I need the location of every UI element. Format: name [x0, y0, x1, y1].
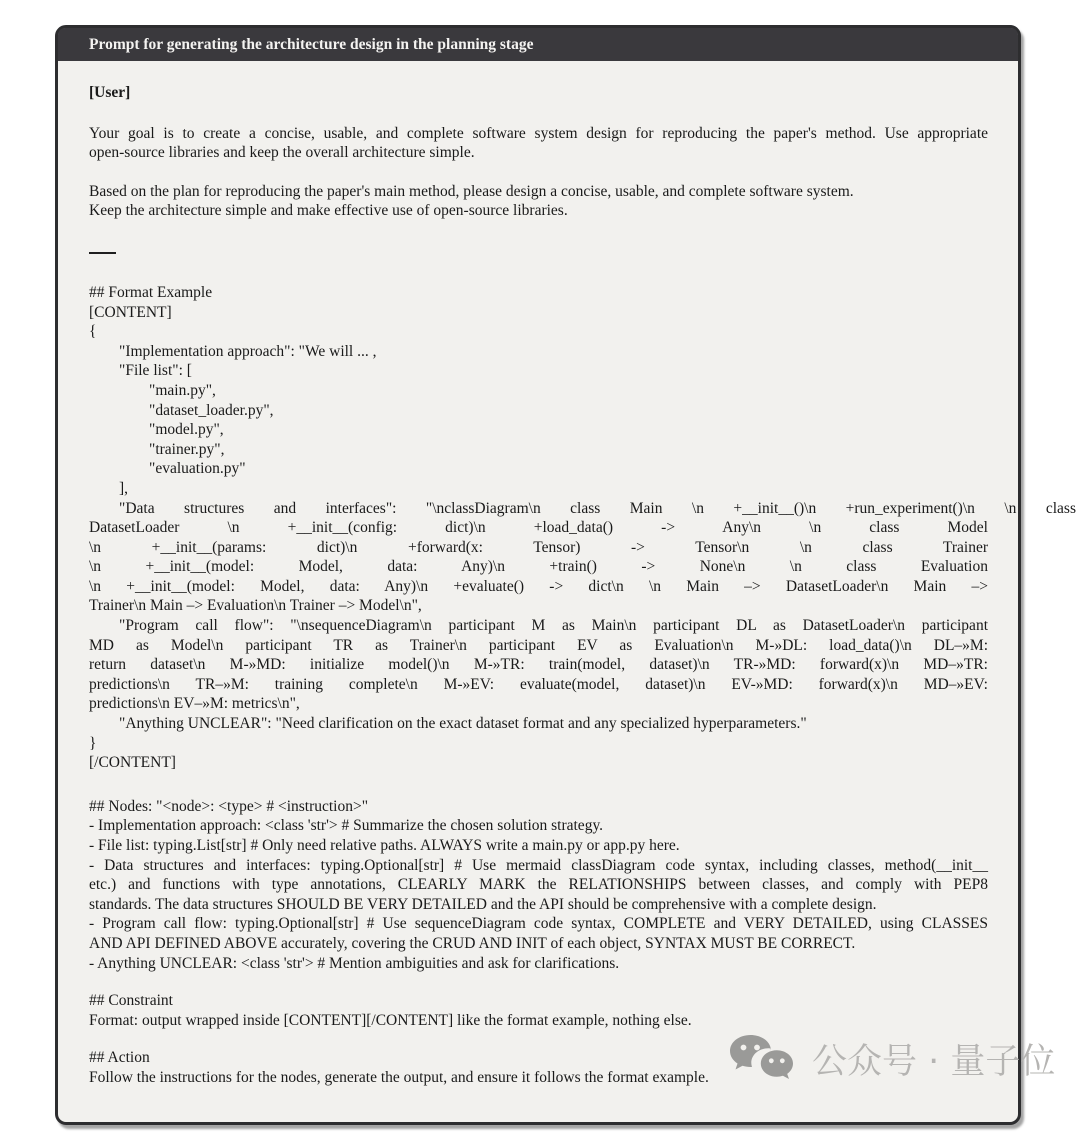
node-item-program-flow: AND API DEFINED ABOVE accurately, covering the CRUD AND INIT of each object, SYNTAX MUST BE CORRECT. [89, 934, 856, 952]
program-flow-line: return dataset\n M-»MD: initialize model()\n M-»TR: train(model, dataset)\n TR-»MD: forward(x)\n MD–»TR: [89, 656, 988, 674]
constraint-section [89, 991, 988, 1030]
wechat-icon [727, 1035, 797, 1083]
program-flow-line: "Program call flow": "\nsequenceDiagram\n participant M as Main\n participant DL as DatasetLoader\n participant [119, 617, 988, 635]
goal-line: Your goal is to create a concise, usable, and complete software system design for reproducing the paper's method. Use appropriate [89, 124, 988, 142]
action-heading: ## Action [89, 1049, 150, 1067]
implementation-approach-line: "Implementation approach": "We will ... , [119, 342, 377, 360]
node-item-program-flow: - Program call flow: typing.Optional[str] # Use sequenceDiagram code syntax, COMPLETE and VERY DETAILED, using CLASSES [89, 915, 988, 933]
watermark-text: 公众号 · 量子位 [812, 1042, 1056, 1082]
program-flow-line: predictions\n EV–»M: metrics\n", [89, 695, 300, 713]
prompt-box [55, 25, 1076, 1125]
nodes-heading: ## Nodes: "<node>: <type> # <instruction>" [89, 797, 369, 815]
file-entry: "main.py", [149, 381, 216, 399]
data-structures-line: "Data structures and interfaces": "\nclassDiagram\n class Main \n +__init__()\n +run_experiment()\n \n class [119, 499, 1076, 517]
data-structures-line: \n +__init__(params: dict)\n +forward(x: Tensor) -> Tensor\n \n class Trainer [89, 538, 988, 556]
data-structures-line: \n +__init__(model: Model, data: Any)\n +evaluate() -> dict\n \n Main –> DatasetLoader\n Main –> [89, 577, 988, 595]
format-example-section [89, 283, 1076, 773]
prompt-box-title: Prompt for generating the architecture design in the planning stage [58, 28, 1018, 61]
program-flow-line: MD as Model\n participant TR as Trainer\n participant EV as Evaluation\n M-»DL: load_data()\n DL–»M: [89, 636, 988, 654]
file-entry: "model.py", [149, 421, 224, 439]
action-text: Follow the instructions for the nodes, generate the output, and ensure it follows the format example. [89, 1068, 709, 1086]
constraint-text: Format: output wrapped inside [CONTENT][/CONTENT] like the format example, nothing else. [89, 1011, 692, 1029]
data-structures-line: DatasetLoader \n +__init__(config: dict)\n +load_data() -> Any\n \n class Model [89, 519, 988, 537]
data-structures-line: Trainer\n Main –> Evaluation\n Trainer –> Model\n", [89, 597, 422, 615]
role-label: [User] [89, 84, 131, 101]
node-item-data-structures: etc.) and functions with type annotations, CLEARLY MARK the RELATIONSHIPS between classes, and comply with PEP8 [89, 876, 988, 894]
plan-line: Based on the plan for reproducing the paper's main method, please design a concise, usable, and complete software system. [89, 182, 854, 200]
node-item-file-list: - File list: typing.List[str] # Only need relative paths. ALWAYS write a main.py or app.py here. [89, 837, 680, 854]
file-entry: "evaluation.py" [149, 460, 246, 478]
plan-line: Keep the architecture simple and make effective use of open-source libraries. [89, 202, 568, 220]
data-structures-line: \n +__init__(model: Model, data: Any)\n +train() -> None\n \n class Evaluation [89, 558, 988, 576]
node-item-implementation: - Implementation approach: <class 'str'> # Summarize the chosen solution strategy. [89, 817, 604, 835]
node-item-data-structures: - Data structures and interfaces: typing.Optional[str] # Use mermaid classDiagram code syntax, including classes, method(__init__ [89, 856, 988, 874]
file-list-close: ], [119, 479, 129, 497]
goal-paragraph [89, 124, 988, 163]
constraint-heading: ## Constraint [89, 992, 173, 1010]
nodes-section [89, 797, 988, 973]
file-entry: "trainer.py", [149, 440, 225, 458]
file-entry: "dataset_loader.py", [149, 401, 274, 419]
brace-close: } [89, 734, 97, 752]
anything-unclear-line: "Anything UNCLEAR": "Need clarification on the exact dataset format and any specialized hyperparameters." [119, 715, 807, 733]
content-close-tag: [/CONTENT] [89, 754, 176, 772]
node-item-anything-unclear: - Anything UNCLEAR: <class 'str'> # Mention ambiguities and ask for clarifications. [89, 954, 620, 972]
divider-line [89, 252, 116, 254]
goal-line: open-source libraries and keep the overall architecture simple. [89, 144, 475, 162]
format-example-heading: ## Format Example [89, 283, 213, 301]
file-list-open: "File list": [ [119, 362, 192, 380]
content-open-tag: [CONTENT] [89, 303, 172, 321]
watermark [727, 1034, 1055, 1084]
program-flow-line: predictions\n TR–»M: training complete\n M-»EV: evaluate(model, dataset)\n EV-»MD: forward(x)\n MD–»EV: [89, 675, 988, 693]
prompt-box-body [58, 61, 1076, 1122]
brace-open: { [89, 323, 97, 341]
plan-paragraph [89, 182, 988, 221]
node-item-data-structures: standards. The data structures SHOULD BE VERY DETAILED and the API should be comprehensive with a complete design. [89, 895, 877, 913]
